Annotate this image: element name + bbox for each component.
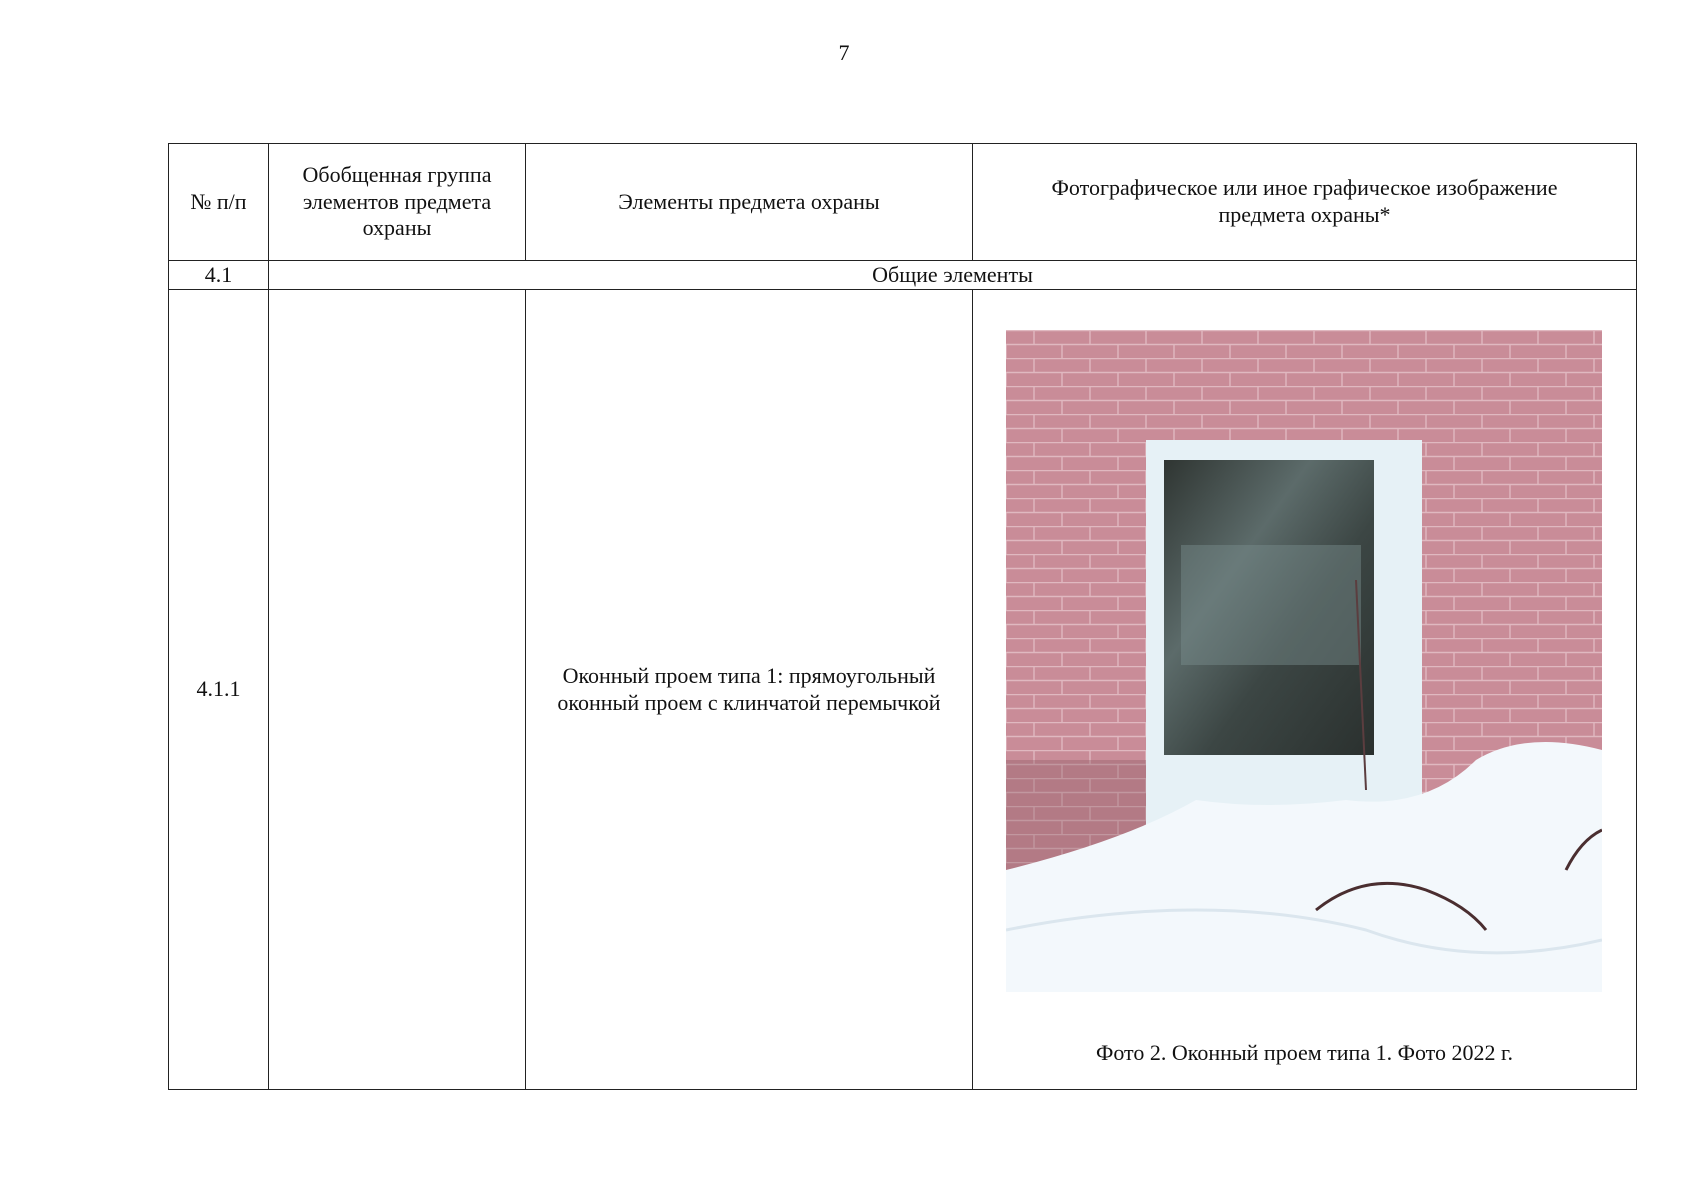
row-element-description: Оконный проем типа 1: прямоугольный оконный проем с клинчатой перемычкой <box>526 290 973 1090</box>
page-number: 7 <box>838 40 850 65</box>
header-image: Фотографическое или иное графическое изображение предмета охраны* <box>973 144 1637 261</box>
row-number: 4.1.1 <box>169 290 269 1090</box>
protection-table <box>168 143 1637 1090</box>
row-group <box>269 290 526 1090</box>
section-number: 4.1 <box>169 261 269 290</box>
header-number: № п/п <box>169 144 269 261</box>
photo-caption: Фото 2. Оконный проем типа 1. Фото 2022 г. <box>1095 1040 1514 1065</box>
section-row <box>169 261 1637 290</box>
table-row <box>169 290 1637 1090</box>
window-photo <box>1006 330 1602 992</box>
row-photo-cell <box>973 290 1637 1090</box>
header-group: Обобщенная группа элементов предмета охраны <box>269 144 526 261</box>
header-elements: Элементы предмета охраны <box>526 144 973 261</box>
table-header-row <box>169 144 1637 261</box>
section-title: Общие элементы <box>269 261 1637 290</box>
